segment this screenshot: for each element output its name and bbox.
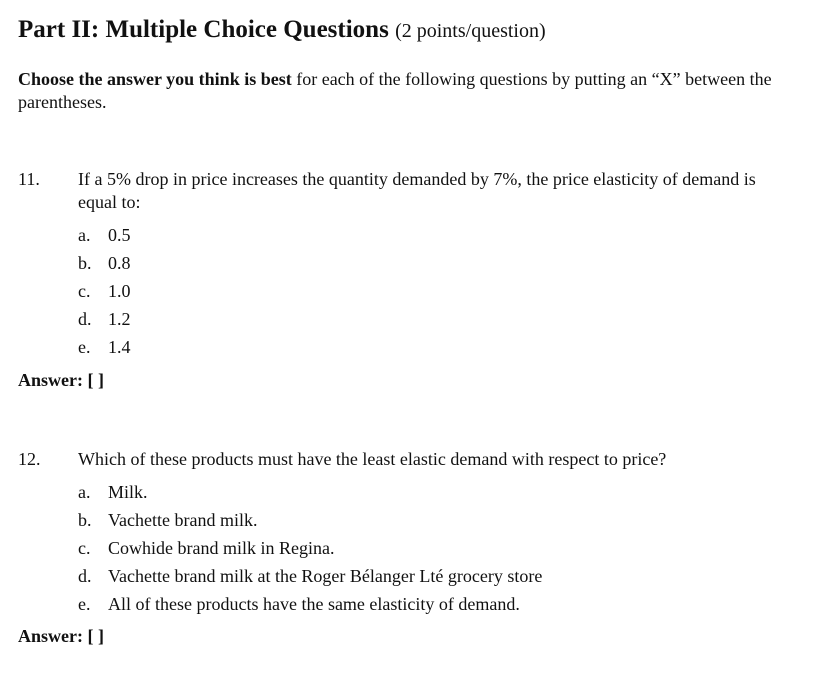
answer-box[interactable]: [ ] xyxy=(87,370,104,390)
option-text: Vachette brand milk at the Roger Bélanger Lté grocery store xyxy=(108,566,543,586)
option-text: 0.5 xyxy=(108,225,131,245)
option-b xyxy=(78,249,131,277)
option-list xyxy=(78,221,131,361)
section-title xyxy=(18,13,546,48)
option-d xyxy=(78,562,542,590)
option-text: 0.8 xyxy=(108,253,131,273)
answer-box[interactable]: [ ] xyxy=(87,626,104,646)
option-e xyxy=(78,333,131,361)
question-text: If a 5% drop in price increases the quantity demanded by 7%, the price elasticity of demand is equal to: xyxy=(78,169,756,212)
instructions-bold: Choose the answer you think is best xyxy=(18,69,292,89)
option-c xyxy=(78,277,131,305)
option-text: Milk. xyxy=(108,482,148,502)
question-number: 12. xyxy=(18,449,41,469)
option-letter: a. xyxy=(78,482,91,502)
option-e xyxy=(78,590,542,618)
instructions-text: for each of the following questions by putting an “X” between the parentheses. xyxy=(18,69,772,112)
option-letter: c. xyxy=(78,281,91,301)
question-number: 11. xyxy=(18,169,40,189)
option-letter: e. xyxy=(78,594,91,614)
points-note: (2 points/question) xyxy=(395,20,546,42)
option-d xyxy=(78,305,131,333)
option-text: 1.2 xyxy=(108,309,131,329)
question-text: Which of these products must have the least elastic demand with respect to price? xyxy=(78,449,667,469)
option-b xyxy=(78,506,542,534)
option-letter: c. xyxy=(78,538,91,558)
option-letter: a. xyxy=(78,225,91,245)
option-text: Vachette brand milk. xyxy=(108,510,258,530)
option-letter: e. xyxy=(78,337,91,357)
section-title-text: Part II: Multiple Choice Questions xyxy=(18,16,389,43)
option-text: 1.4 xyxy=(108,337,131,357)
option-letter: d. xyxy=(78,309,92,329)
option-letter: b. xyxy=(78,510,92,530)
option-a xyxy=(78,478,542,506)
answer-line xyxy=(18,369,104,392)
option-c xyxy=(78,534,542,562)
instructions xyxy=(18,68,798,114)
answer-line xyxy=(18,625,104,648)
option-letter: d. xyxy=(78,566,92,586)
option-a xyxy=(78,221,131,249)
option-list xyxy=(78,478,542,618)
option-text: All of these products have the same elasticity of demand. xyxy=(108,594,520,614)
answer-label: Answer: xyxy=(18,626,83,646)
option-text: Cowhide brand milk in Regina. xyxy=(108,538,335,558)
answer-label: Answer: xyxy=(18,370,83,390)
option-text: 1.0 xyxy=(108,281,131,301)
option-letter: b. xyxy=(78,253,92,273)
